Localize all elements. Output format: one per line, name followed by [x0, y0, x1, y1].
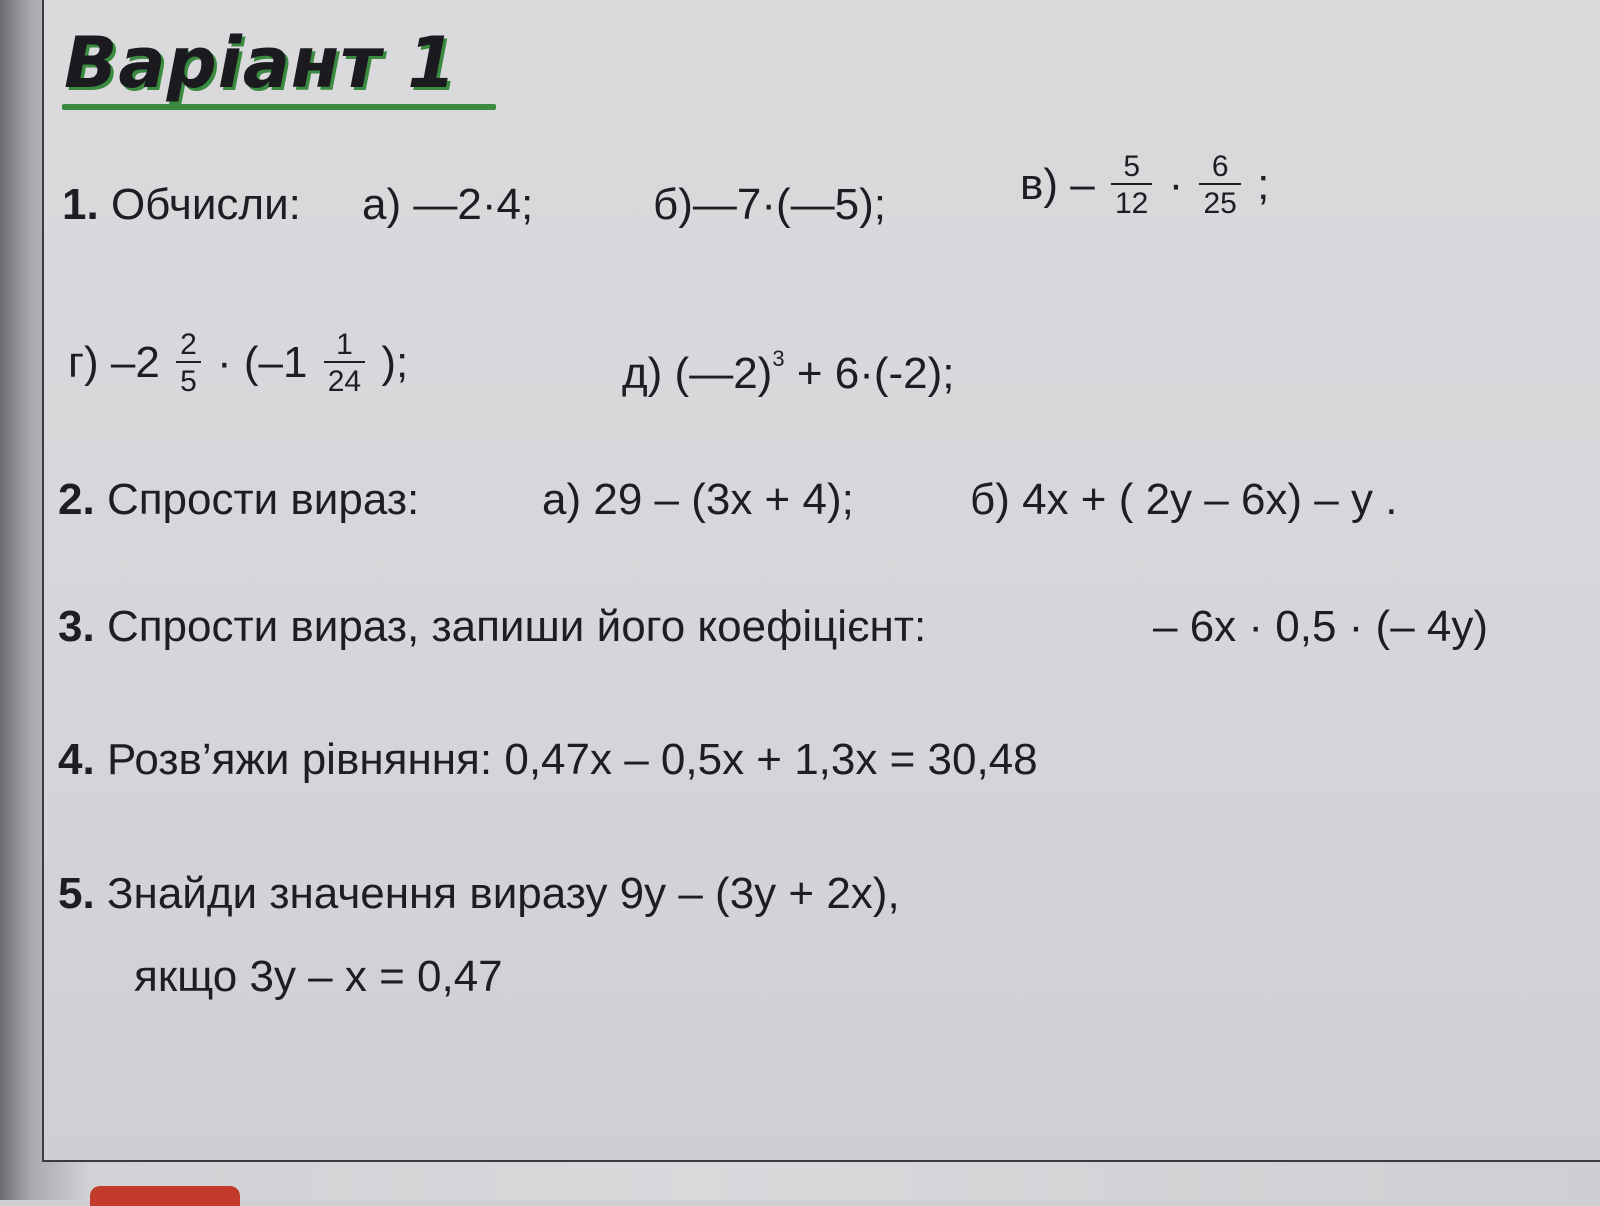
fraction-denominator: 24: [327, 365, 362, 398]
fraction-denominator: 12: [1114, 187, 1149, 220]
variant-title: Варіант 1: [64, 22, 457, 104]
task1-d-fraction2: [324, 328, 365, 398]
task4-number: 4.: [58, 735, 95, 784]
task1-d-fraction1: [176, 328, 201, 398]
title-underline: [62, 104, 496, 110]
task3-expression: – 6x · 0,5 · (– 4y): [1153, 602, 1489, 651]
task1-e-exponent: 3: [772, 346, 785, 371]
task2-b: б) 4x + ( 2y – 6x) – y .: [970, 475, 1398, 524]
task1-d-prefix: г) –2: [68, 338, 160, 387]
task1-e: [622, 348, 955, 396]
task1-c-fraction1: [1111, 150, 1152, 220]
task5-line: [58, 869, 900, 918]
task5-label: Знайди значення виразу 9y – (3y + 2x),: [106, 869, 900, 918]
fraction-denominator: 5: [180, 365, 197, 398]
task1-d-end: );: [381, 338, 409, 387]
task1-number: 1.: [62, 180, 99, 229]
task5-number: 5.: [58, 869, 95, 918]
next-section-fragment: [90, 1186, 240, 1206]
task1-c: [1020, 150, 1269, 220]
task1-c-dot: ·: [1168, 160, 1184, 209]
task1-line1: [62, 180, 301, 229]
task2-a: а) 29 – (3x + 4);: [542, 475, 854, 524]
task1-d-mid: · (–1: [217, 338, 308, 387]
task1-e-rest: + 6·(-2);: [796, 349, 955, 398]
task1-a: а) —2·4;: [362, 180, 534, 229]
task4-label: Розв’яжи рівняння:: [106, 735, 493, 784]
task1-e-prefix: д) (—2): [622, 349, 773, 398]
task3-label: Спрости вираз, запиши його коефіцієнт:: [106, 602, 927, 651]
fraction-numerator: 5: [1111, 150, 1152, 185]
task2-label: Спрости вираз:: [106, 475, 420, 524]
task4-line: [58, 735, 1038, 784]
task1-c-end: ;: [1257, 160, 1270, 209]
task1-d: [68, 328, 408, 398]
task3-number: 3.: [58, 602, 95, 651]
task1-b: б)—7·(—5);: [653, 180, 886, 229]
task1-c-prefix: в) –: [1020, 160, 1095, 209]
task3-line: [58, 602, 927, 651]
task2-number: 2.: [58, 475, 95, 524]
fraction-numerator: 6: [1199, 150, 1240, 185]
fraction-numerator: 2: [176, 328, 201, 363]
fraction-numerator: 1: [324, 328, 365, 363]
fraction-denominator: 25: [1203, 187, 1237, 220]
task5-condition: якщо 3y – x = 0,47: [134, 952, 503, 1001]
task1-c-fraction2: [1199, 150, 1240, 220]
task4-expression: 0,47x – 0,5x + 1,3x = 30,48: [504, 735, 1038, 784]
task1-label: Обчисли:: [110, 180, 301, 229]
task2-line: [58, 475, 420, 524]
